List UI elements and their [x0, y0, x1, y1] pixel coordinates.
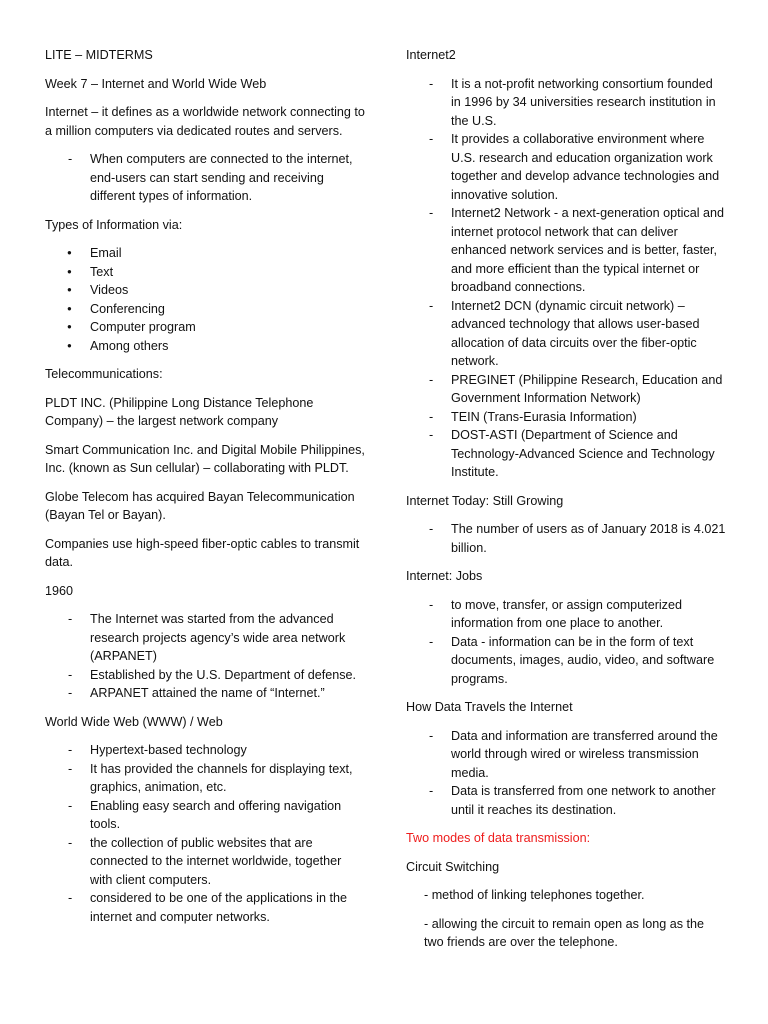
types-heading: Types of Information via:: [45, 217, 183, 232]
list-item: ● Computer program: [45, 318, 367, 337]
list-item: ● Email: [45, 244, 367, 263]
list-item: - DOST-ASTI (Department of Science and Technology-Advanced Science and Technology Institute.: [406, 426, 726, 482]
list-item: - considered to be one of the applications in the internet and computer networks.: [45, 889, 367, 926]
travel-points: [406, 727, 726, 820]
internet2-heading: Internet2: [406, 48, 456, 62]
www-points: [45, 741, 367, 926]
list-item: - When computers are connected to the internet, end-users can start sending and receiving different types of information.: [45, 150, 367, 206]
list-item: - It has provided the channels for displaying text, graphics, animation, etc.: [45, 760, 367, 797]
list-item: - Data is transferred from one network to another until it reaches its destination.: [406, 782, 726, 819]
list-item: - Internet2 Network - a next-generation optical and internet protocol network that can deliver enhanced network services and is better, faster, and more efficient than the typical internet or broadband connections.: [406, 204, 726, 297]
right-column: [406, 46, 726, 962]
www-heading: World Wide Web (WWW) / Web: [45, 714, 223, 729]
smart-paragraph: Smart Communication Inc. and Digital Mobile Philippines, Inc. (known as Sun cellular) – collaborating with PLDT.: [45, 442, 365, 475]
jobs-points: [406, 596, 726, 689]
list-item: - PREGINET (Philippine Research, Education and Government Information Network): [406, 371, 726, 408]
list-item: - Enabling easy search and offering navigation tools.: [45, 797, 367, 834]
fiber-paragraph: Companies use high-speed fiber-optic cables to transmit data.: [45, 536, 360, 569]
list-item: - The number of users as of January 2018 is 4.021 billion.: [406, 520, 726, 557]
types-list: [45, 244, 367, 355]
list-item: - Data and information are transferred around the world through wired or wireless transmission media.: [406, 727, 726, 783]
travel-heading: How Data Travels the Internet: [406, 700, 573, 714]
list-item: - Established by the U.S. Department of defense.: [45, 666, 367, 685]
today-heading: Internet Today: Still Growing: [406, 493, 564, 508]
year-points: [45, 610, 367, 703]
internet2-points: [406, 75, 726, 482]
list-item: - It provides a collaborative environment where U.S. research and education organization work together and develop advance technologies and innovative solution.: [406, 130, 726, 204]
list-item: - the collection of public websites that are connected to the internet worldwide, together with client computers.: [45, 834, 367, 890]
internet-points: [45, 150, 367, 206]
list-item: - Data - information can be in the form of text documents, images, audio, video, and software programs.: [406, 633, 726, 689]
list-item: ● Text: [45, 263, 367, 282]
jobs-heading: Internet: Jobs: [406, 569, 483, 583]
pldt-paragraph: PLDT INC. (Philippine Long Distance Telephone Company) – the largest network company: [45, 395, 314, 428]
telecom-heading: Telecommunications:: [45, 367, 163, 381]
modes-heading: Two modes of data transmission:: [406, 831, 591, 845]
list-item: - Hypertext-based technology: [45, 741, 367, 760]
document-title: LITE – MIDTERMS: [45, 48, 153, 62]
list-item: ● Among others: [45, 337, 367, 356]
list-item: - TEIN (Trans-Eurasia Information): [406, 408, 726, 427]
list-item: ● Conferencing: [45, 300, 367, 319]
circuit-heading: Circuit Switching: [406, 859, 500, 874]
left-column: [45, 46, 367, 936]
list-item: - It is a not-profit networking consortium founded in 1996 by 34 universities research institution in the U.S.: [406, 75, 726, 131]
list-item: - ARPANET attained the name of “Internet.”: [45, 684, 367, 703]
list-item: - to move, transfer, or assign computerized information from one place to another.: [406, 596, 726, 633]
list-item: ● Videos: [45, 281, 367, 300]
today-points: [406, 520, 726, 557]
circuit-point-2: - allowing the circuit to remain open as long as the two friends are over the telephone.: [424, 916, 705, 949]
circuit-point-1: - method of linking telephones together.: [424, 888, 645, 902]
week-heading: Week 7 – Internet and World Wide Web: [45, 76, 267, 91]
internet-definition: Internet – it defines as a worldwide network connecting to a million computers via dedicated routes and servers.: [45, 105, 365, 138]
year-heading: 1960: [45, 583, 74, 598]
globe-paragraph: Globe Telecom has acquired Bayan Telecommunication (Bayan Tel or Bayan).: [45, 489, 355, 522]
list-item: - Internet2 DCN (dynamic circuit network) – advanced technology that allows user-based allocation of data circuits over the fiber-optic network.: [406, 297, 726, 371]
list-item: - The Internet was started from the advanced research projects agency’s wide area network (ARPANET): [45, 610, 367, 666]
